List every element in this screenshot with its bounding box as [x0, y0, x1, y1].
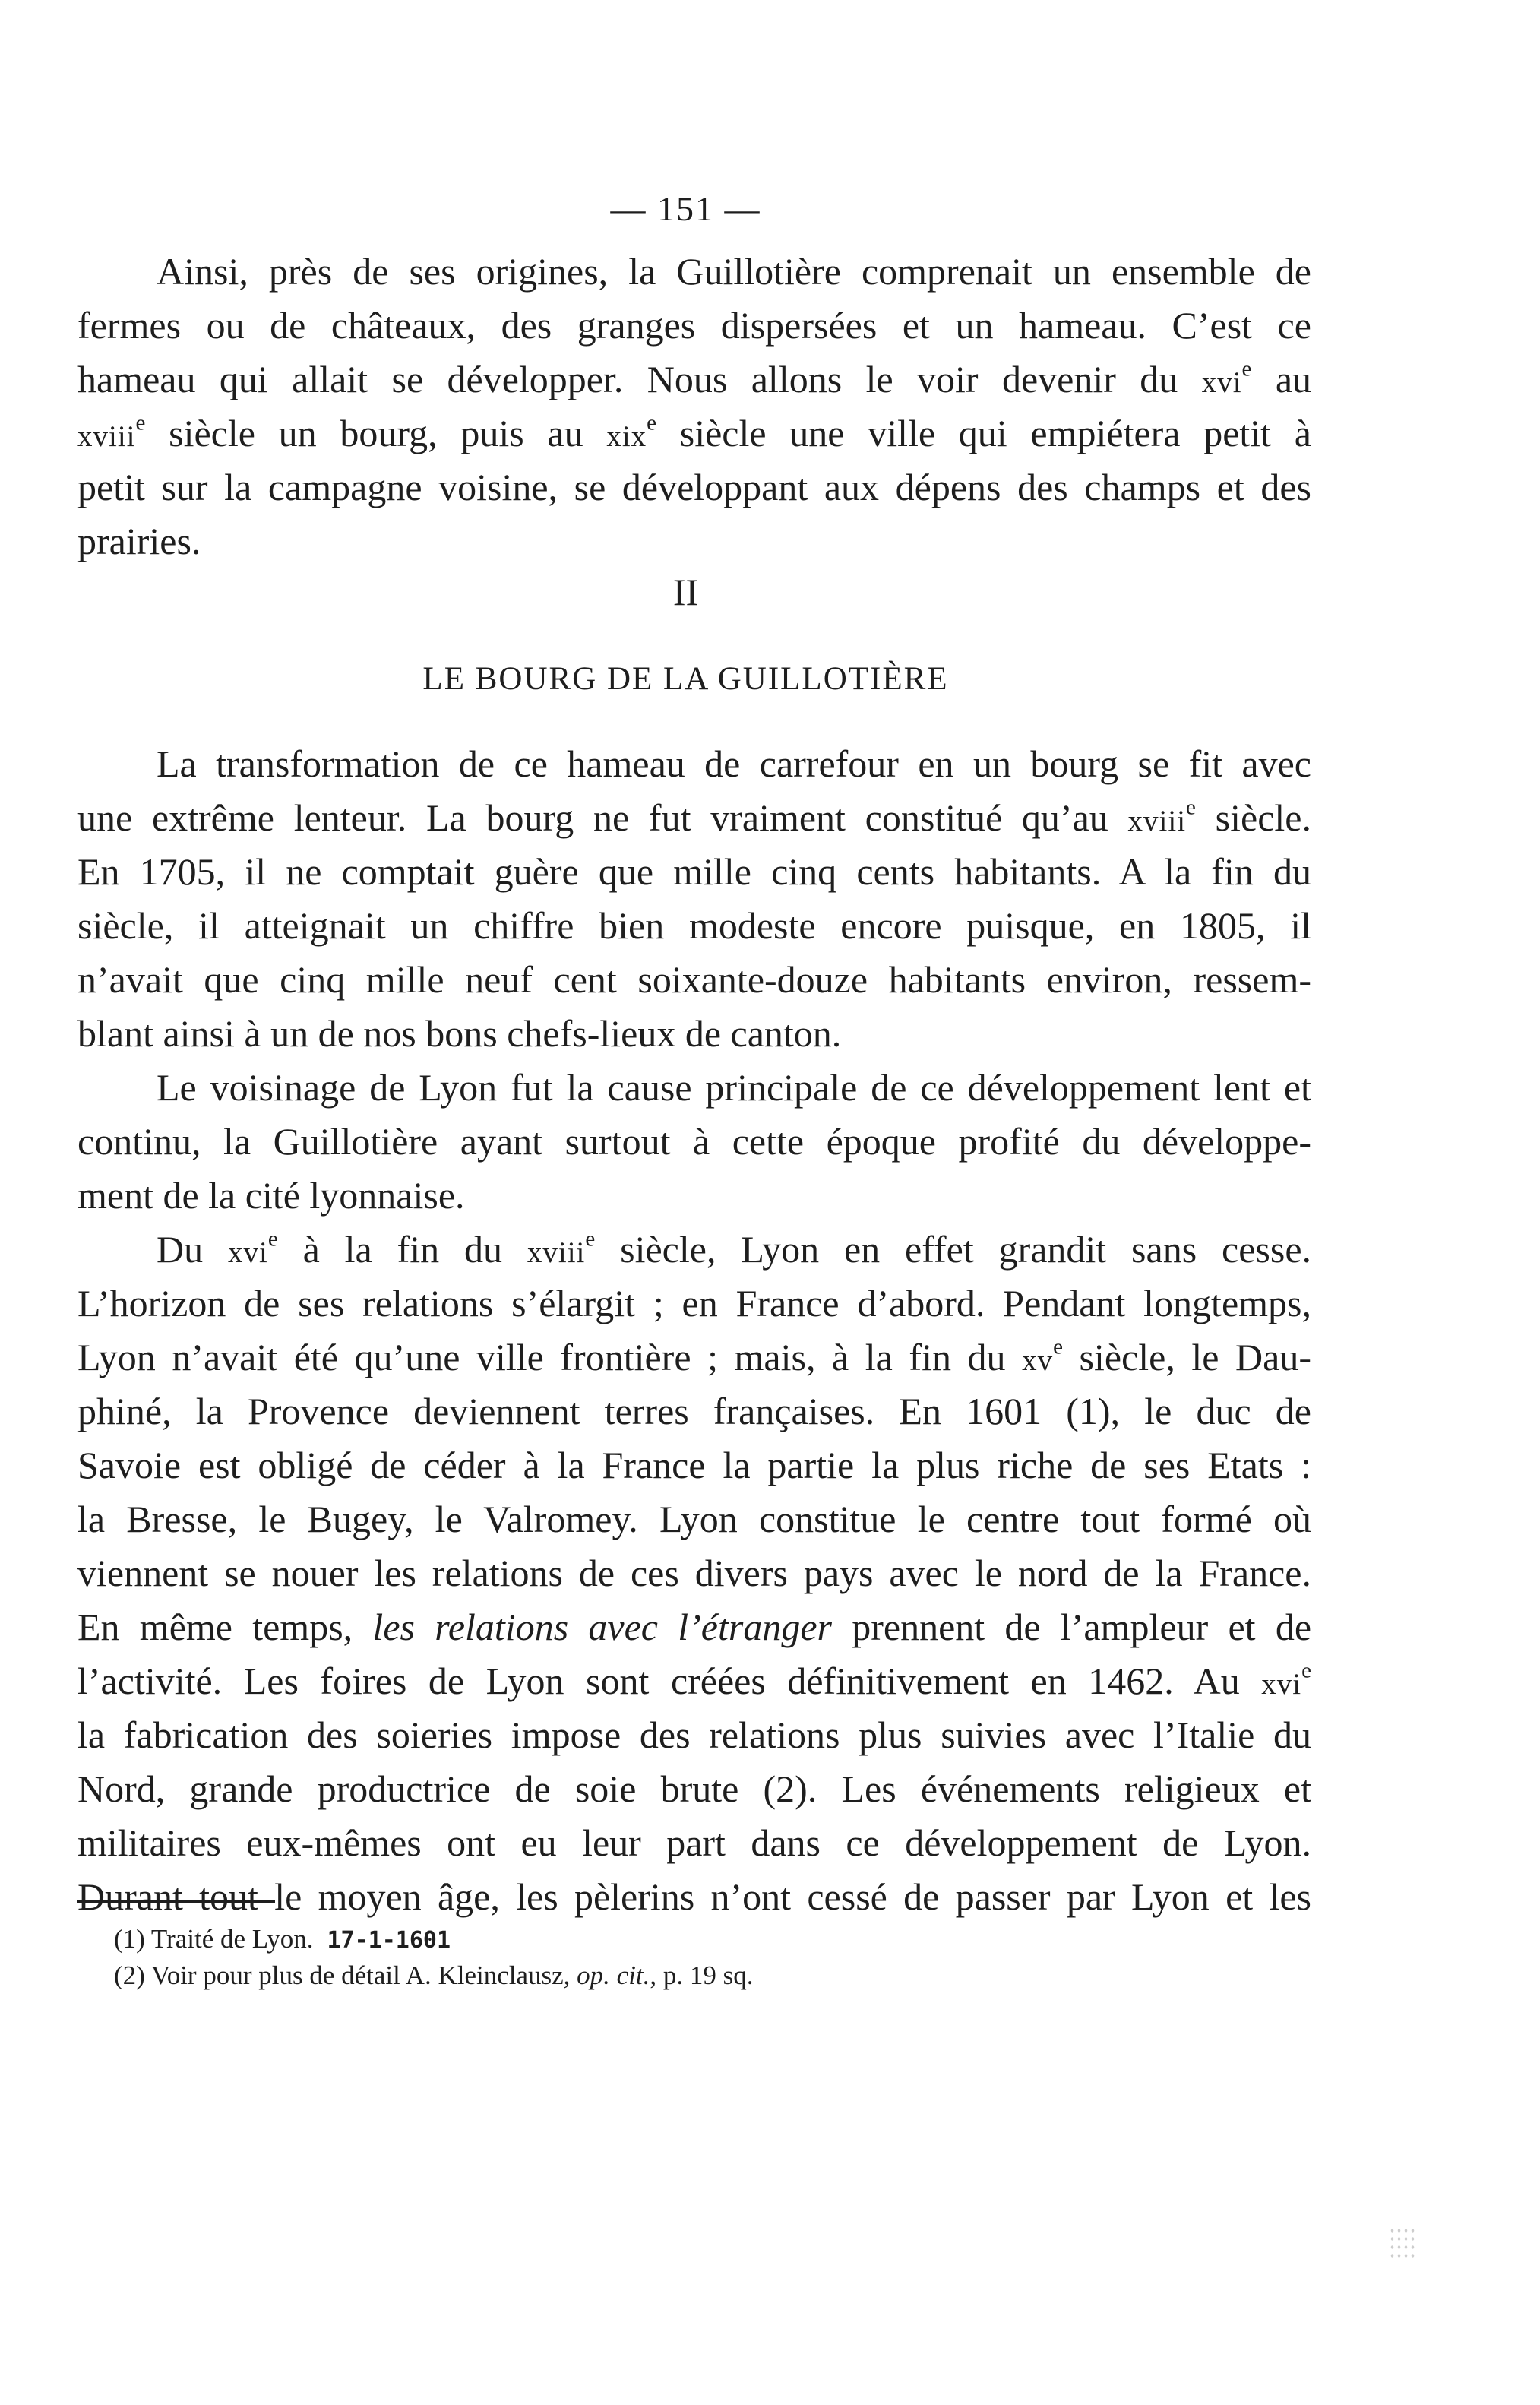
paragraph-4 — [77, 1223, 1311, 1924]
italic-phrase: op. cit. — [577, 1960, 650, 1990]
text-line: L’horizon de ses relations s’élargit ; en France d’abord. Pendant longtemps, — [77, 1282, 1311, 1324]
text-line: hameau qui allait se développer. Nous allons le voir devenir du xvi$^e$ au — [77, 356, 1312, 400]
text-line: ment de la cité lyonnaise. — [77, 1174, 465, 1217]
text-line: viennent se nouer les relations de ces divers pays avec le nord de la France. — [77, 1552, 1311, 1594]
text-line: En 1705, il ne comptait guère que mille cinq cents habitants. A la fin du — [77, 850, 1311, 893]
paragraph-1 — [77, 245, 1311, 568]
superscript: e — [135, 410, 146, 435]
section-title: LE BOURG DE LA GUILLOTIÈRE — [422, 661, 949, 697]
text-line: petit sur la campagne voisine, se développant aux dépens des champs et des — [77, 466, 1311, 508]
text-line: La transformation de ce hameau de carrefour en un bourg se fit avec — [157, 742, 1311, 785]
superscript: e — [1301, 1658, 1312, 1683]
paragraph-2 — [77, 737, 1311, 1061]
italic-phrase: les relations avec l’étranger — [372, 1606, 832, 1648]
footnote-2: (2) Voir pour plus de détail A. Kleinclausz, op. cit., p. 19 sq. — [114, 1960, 754, 1990]
superscript: e — [647, 410, 657, 435]
text-line: Nord, grande productrice de soie brute (2). Les événements religieux et — [77, 1767, 1311, 1810]
page-number: — 151 — — [610, 189, 761, 228]
text-line: phiné, la Provence deviennent terres françaises. En 1601 (1), le duc de — [77, 1390, 1311, 1432]
text-line: Ainsi, près de ses origines, la Guillotière comprenait un ensemble de — [157, 250, 1311, 293]
text-line: l’activité. Les foires de Lyon sont créées définitivement en 1462. Au xvi$^e$ — [77, 1658, 1312, 1702]
text-line: fermes ou de châteaux, des granges dispersées et un hameau. C’est ce — [77, 304, 1311, 347]
section-heading: II — [672, 571, 699, 613]
text-line: continu, la Guillotière ayant surtout à cette époque profité du développe- — [77, 1120, 1311, 1163]
footnote-rule — [77, 1900, 275, 1903]
text-line: Durant tout le moyen âge, les pèlerins n’ont cessé de passer par Lyon et les — [77, 1875, 1311, 1918]
text-line: la fabrication des soieries impose des relations plus suivies avec l’Italie du — [77, 1714, 1311, 1756]
footnote-1: (1) Traité de Lyon. 17-1-1601 — [114, 1924, 451, 1954]
text-line: Savoie est obligé de céder à la France la partie la plus riche de ses Etats : — [77, 1444, 1311, 1486]
margin-speck — [1389, 2226, 1416, 2261]
text-line: la Bresse, le Bugey, le Valromey. Lyon constitue le centre tout formé où — [77, 1498, 1311, 1540]
handwritten-annotation: 17-1-1601 — [327, 1927, 451, 1954]
text-line: En même temps, les relations avec l’étranger prennent de l’ampleur et de — [77, 1606, 1312, 1648]
footnotes — [114, 1921, 1254, 1994]
superscript: e — [1241, 356, 1252, 381]
text-line: une extrême lenteur. La bourg ne fut vraiment constitué qu’au xviii$^e$ siècle. — [77, 795, 1311, 839]
roman-century: xvi — [1261, 1668, 1302, 1701]
roman-century: xviii — [77, 420, 136, 453]
superscript: e — [585, 1226, 596, 1252]
superscript: e — [1053, 1334, 1063, 1359]
roman-century: xv — [1022, 1344, 1054, 1377]
roman-century: xviii — [527, 1236, 586, 1269]
text-line: xviii$^e$ siècle un bourg, puis au xix$^e$ siècle une ville qui empiétera petit à — [77, 410, 1311, 454]
superscript: e — [1186, 795, 1196, 820]
roman-century: xviii — [1127, 805, 1187, 837]
roman-century: xvi — [227, 1236, 268, 1269]
text-line: prairies. — [77, 520, 201, 562]
roman-century: xix — [606, 420, 647, 453]
text-line: Du xvi$^e$ à la fin du xviii$^e$ siècle, Lyon en effet grandit sans cesse. — [157, 1226, 1312, 1271]
superscript: e — [267, 1226, 278, 1252]
roman-century: xvi — [1201, 366, 1242, 399]
text-line: siècle, il atteignait un chiffre bien modeste encore puisque, en 1805, il — [77, 904, 1311, 947]
text-line: n’avait que cinq mille neuf cent soixante-douze habitants environ, ressem- — [77, 958, 1311, 1001]
text-line: Lyon n’avait été qu’une ville frontière ; mais, à la fin du $xv^e$ siècle, le Dau- — [77, 1334, 1311, 1378]
text-line: militaires eux-mêmes ont eu leur part dans ce développement de Lyon. — [77, 1821, 1311, 1864]
paragraph-3 — [77, 1061, 1311, 1223]
text-line: blant ainsi à un de nos bons chefs-lieux de canton. — [77, 1012, 842, 1055]
text-line: Le voisinage de Lyon fut la cause principale de ce développement lent et — [157, 1066, 1311, 1109]
